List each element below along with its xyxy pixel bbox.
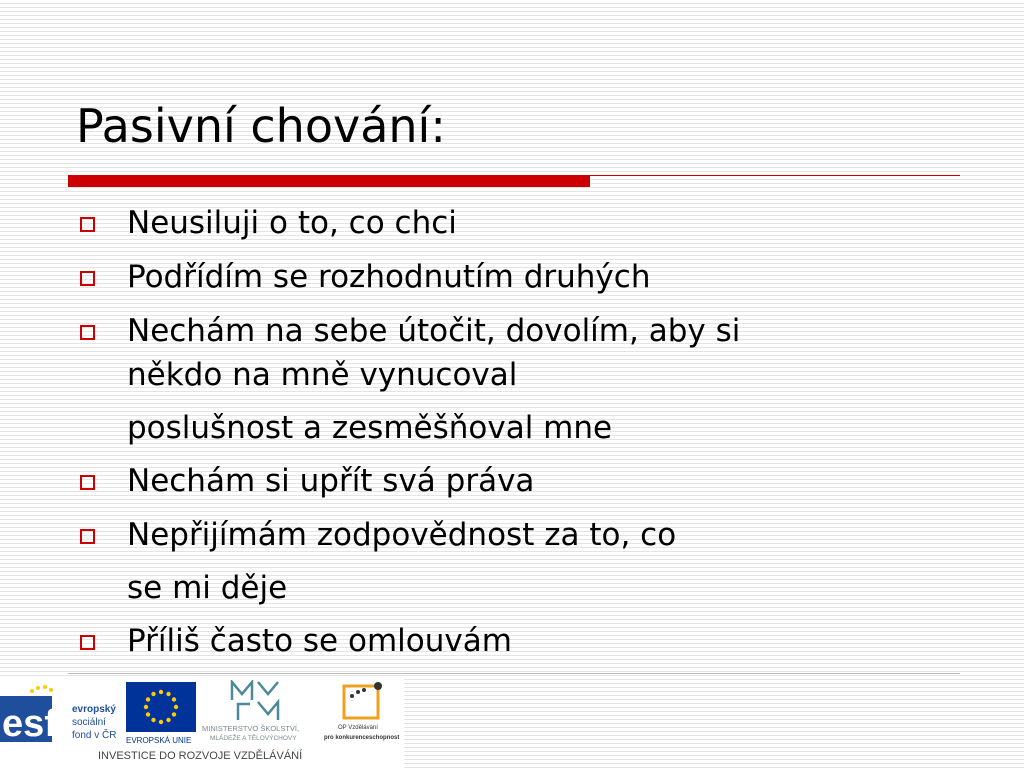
title-rule-thick bbox=[68, 175, 590, 187]
esf-text-2: sociální bbox=[72, 717, 106, 728]
bullet-square-icon bbox=[80, 325, 95, 340]
bullet-item: Nepřijímám zodpovědnost za to, co bbox=[127, 517, 677, 553]
bullet-continuation: poslušnost a zesměšňoval mne bbox=[127, 410, 613, 446]
investice-slogan: INVESTICE DO ROZVOJE VZDĚLÁVÁNÍ bbox=[98, 750, 303, 762]
eu-logo bbox=[126, 682, 198, 748]
esf-logo bbox=[0, 684, 122, 748]
esf-text-3: fond v ČR bbox=[72, 730, 117, 741]
msmt-text-1: MINISTERSTVO ŠKOLSTVÍ, bbox=[202, 724, 300, 733]
bullet-square-icon bbox=[80, 529, 95, 544]
msmt-emblem-icon bbox=[230, 680, 290, 722]
bullet-continuation: někdo na mně vynucoval bbox=[127, 357, 518, 393]
op-text-2: pro konkurenceschopnost bbox=[324, 735, 400, 741]
op-logo bbox=[322, 680, 404, 750]
esf-emblem-icon bbox=[0, 684, 70, 746]
svg-text:esf: esf bbox=[2, 703, 57, 745]
bullet-square-icon bbox=[80, 271, 95, 286]
bullet-item: Podřídím se rozhodnutím druhých bbox=[127, 259, 651, 295]
bullet-continuation: se mi děje bbox=[127, 570, 288, 606]
logo-strip bbox=[0, 676, 404, 768]
esf-text-1: evropský bbox=[72, 704, 116, 715]
bullet-square-icon bbox=[80, 475, 95, 490]
title-rule-thin bbox=[590, 175, 960, 176]
eu-label: EVROPSKÁ UNIE bbox=[126, 736, 192, 745]
op-text-1: OP Vzdělávání bbox=[338, 725, 378, 731]
slide-title: Pasivní chování: bbox=[76, 99, 446, 153]
op-emblem-icon bbox=[340, 680, 384, 722]
bullet-item: Nechám si upřít svá práva bbox=[127, 463, 535, 499]
msmt-text-2: MLÁDEŽE A TĚLOVÝCHOVY bbox=[210, 735, 297, 742]
bullet-square-icon bbox=[80, 635, 95, 650]
msmt-logo bbox=[202, 680, 320, 750]
footer-divider bbox=[68, 673, 960, 674]
bullet-item: Neusiluji o to, co chci bbox=[127, 205, 457, 241]
eu-flag-icon bbox=[126, 682, 196, 732]
bullet-item: Nechám na sebe útočit, dovolím, aby si bbox=[127, 313, 741, 349]
bullet-item: Příliš často se omlouvám bbox=[127, 623, 512, 659]
bullet-square-icon bbox=[80, 217, 95, 232]
